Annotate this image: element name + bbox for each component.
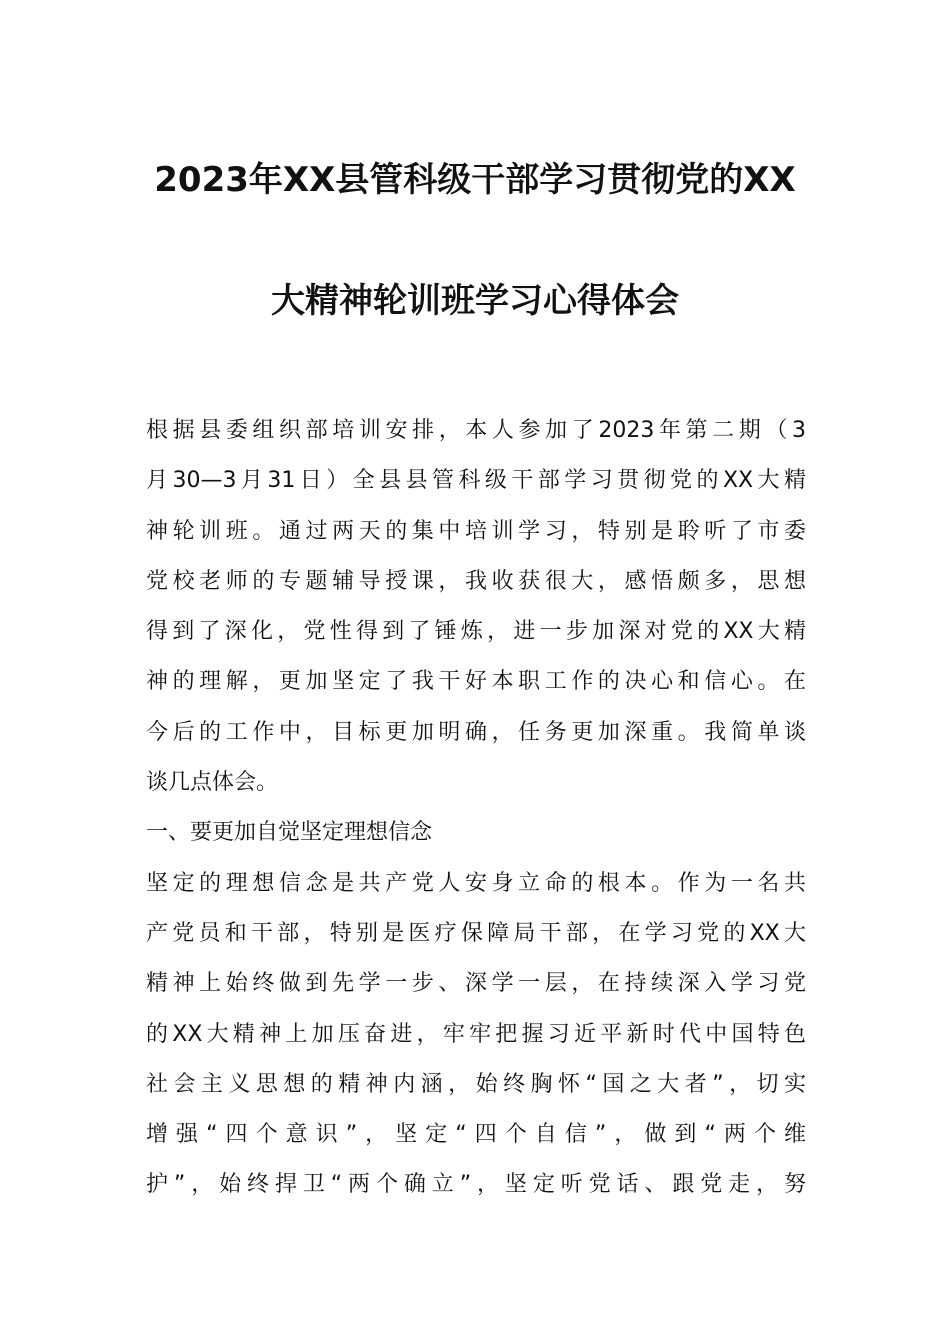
body-line: 增强“四个意识”，坚定“四个自信”，做到“两个维: [146, 1122, 806, 1148]
body-line: 产党员和干部，特别是医疗保障局干部，在学习党的XX大: [146, 920, 806, 946]
body-line: 的XX大精神上加压奋进，牢牢把握习近平新时代中国特色: [146, 1021, 806, 1047]
section-heading: 一、要更加自觉坚定理想信念: [146, 820, 433, 846]
body-line: 月30—3月31日）全县县管科级干部学习贯彻党的XX大精: [146, 468, 806, 494]
body-line: 坚定的理想信念是共产党人安身立命的根本。作为一名共: [146, 870, 806, 896]
document-body: [146, 406, 806, 1211]
body-line: 精神上始终做到先学一步、深学一层，在持续深入学习党: [146, 971, 806, 997]
body-line: 得到了深化，党性得到了锤炼，进一步加深对党的XX大精: [146, 619, 806, 645]
document-title-line-1: 2023年XX县管科级干部学习贯彻党的XX: [154, 160, 796, 200]
document-title-line-2: 大精神轮训班学习心得体会: [271, 281, 679, 321]
body-line: 根据县委组织部培训安排，本人参加了2023年第二期（3: [146, 418, 806, 443]
body-line: 护”，始终捍卫“两个确立”，坚定听党话、跟党走，努: [146, 1172, 806, 1198]
body-line: 社会主义思想的精神内涵，始终胸怀“国之大者”，切实: [146, 1071, 806, 1097]
body-line: 神轮训班。通过两天的集中培训学习，特别是聆听了市委: [146, 518, 806, 544]
body-line: 今后的工作中，目标更加明确，任务更加深重。我简单谈: [146, 719, 806, 745]
body-line: 谈几点体会。: [146, 770, 279, 796]
body-line: 党校老师的专题辅导授课，我收获很大，感悟颇多，思想: [146, 568, 806, 594]
body-line: 神的理解，更加坚定了我干好本职工作的决心和信心。在: [146, 669, 806, 695]
